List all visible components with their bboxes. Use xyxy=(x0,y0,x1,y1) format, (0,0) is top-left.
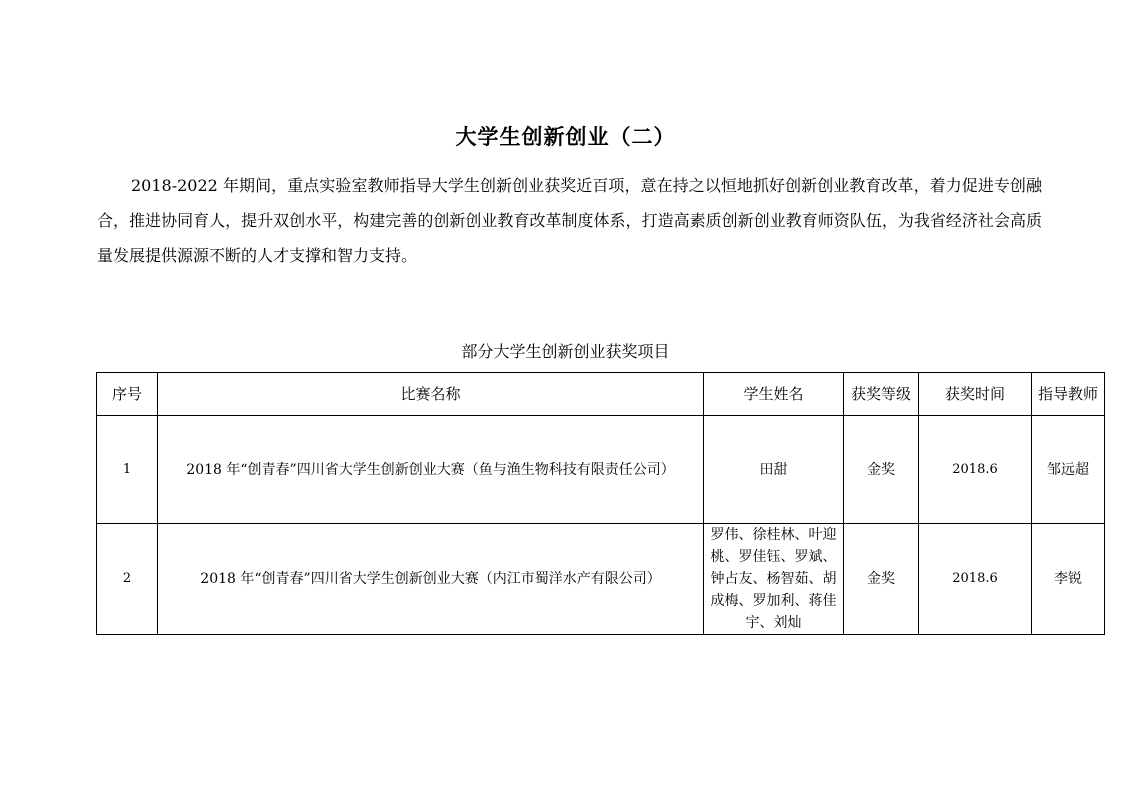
header-students: 学生姓名 xyxy=(704,373,844,416)
header-index: 序号 xyxy=(97,373,158,416)
header-date: 获奖时间 xyxy=(919,373,1032,416)
cell-students: 田甜 xyxy=(704,416,844,524)
header-competition: 比赛名称 xyxy=(158,373,704,416)
cell-date: 2018.6 xyxy=(919,524,1032,635)
cell-competition: 2018 年“创青春”四川省大学生创新创业大赛（鱼与渔生物科技有限责任公司） xyxy=(158,416,704,524)
table-caption: 部分大学生创新创业获奖项目 xyxy=(461,342,670,361)
table-header-row xyxy=(97,373,1105,416)
cell-advisor: 邹远超 xyxy=(1032,416,1105,524)
table-row xyxy=(97,416,1105,524)
cell-competition: 2018 年“创青春”四川省大学生创新创业大赛（内江市蜀洋水产有限公司） xyxy=(158,524,704,635)
cell-index: 1 xyxy=(97,416,158,524)
header-advisor: 指导教师 xyxy=(1032,373,1105,416)
cell-level: 金奖 xyxy=(844,416,919,524)
page-title: 大学生创新创业（二） xyxy=(455,125,676,149)
cell-advisor: 李锐 xyxy=(1032,524,1105,635)
intro-paragraph: 2018-2022 年期间，重点实验室教师指导大学生创新创业获奖近百项，意在持之以恒地抓好创新创业教育改革，着力促进专创融合，推进协同育人，提升双创水平，构建完善的创新创业教育改革制度体系，打造高素质创新创业教育师资队伍，为我省经济社会高质量发展提供源源不断的人才支撑和智力支持。 xyxy=(97,176,1042,265)
awards-table xyxy=(96,372,1105,635)
cell-students: 罗伟、徐桂林、叶迎桃、罗佳钰、罗斌、钟占友、杨智茹、胡成梅、罗加利、蒋佳宇、刘灿 xyxy=(704,524,844,635)
cell-date: 2018.6 xyxy=(919,416,1032,524)
header-level: 获奖等级 xyxy=(844,373,919,416)
cell-index: 2 xyxy=(97,524,158,635)
cell-level: 金奖 xyxy=(844,524,919,635)
table-row xyxy=(97,524,1105,635)
